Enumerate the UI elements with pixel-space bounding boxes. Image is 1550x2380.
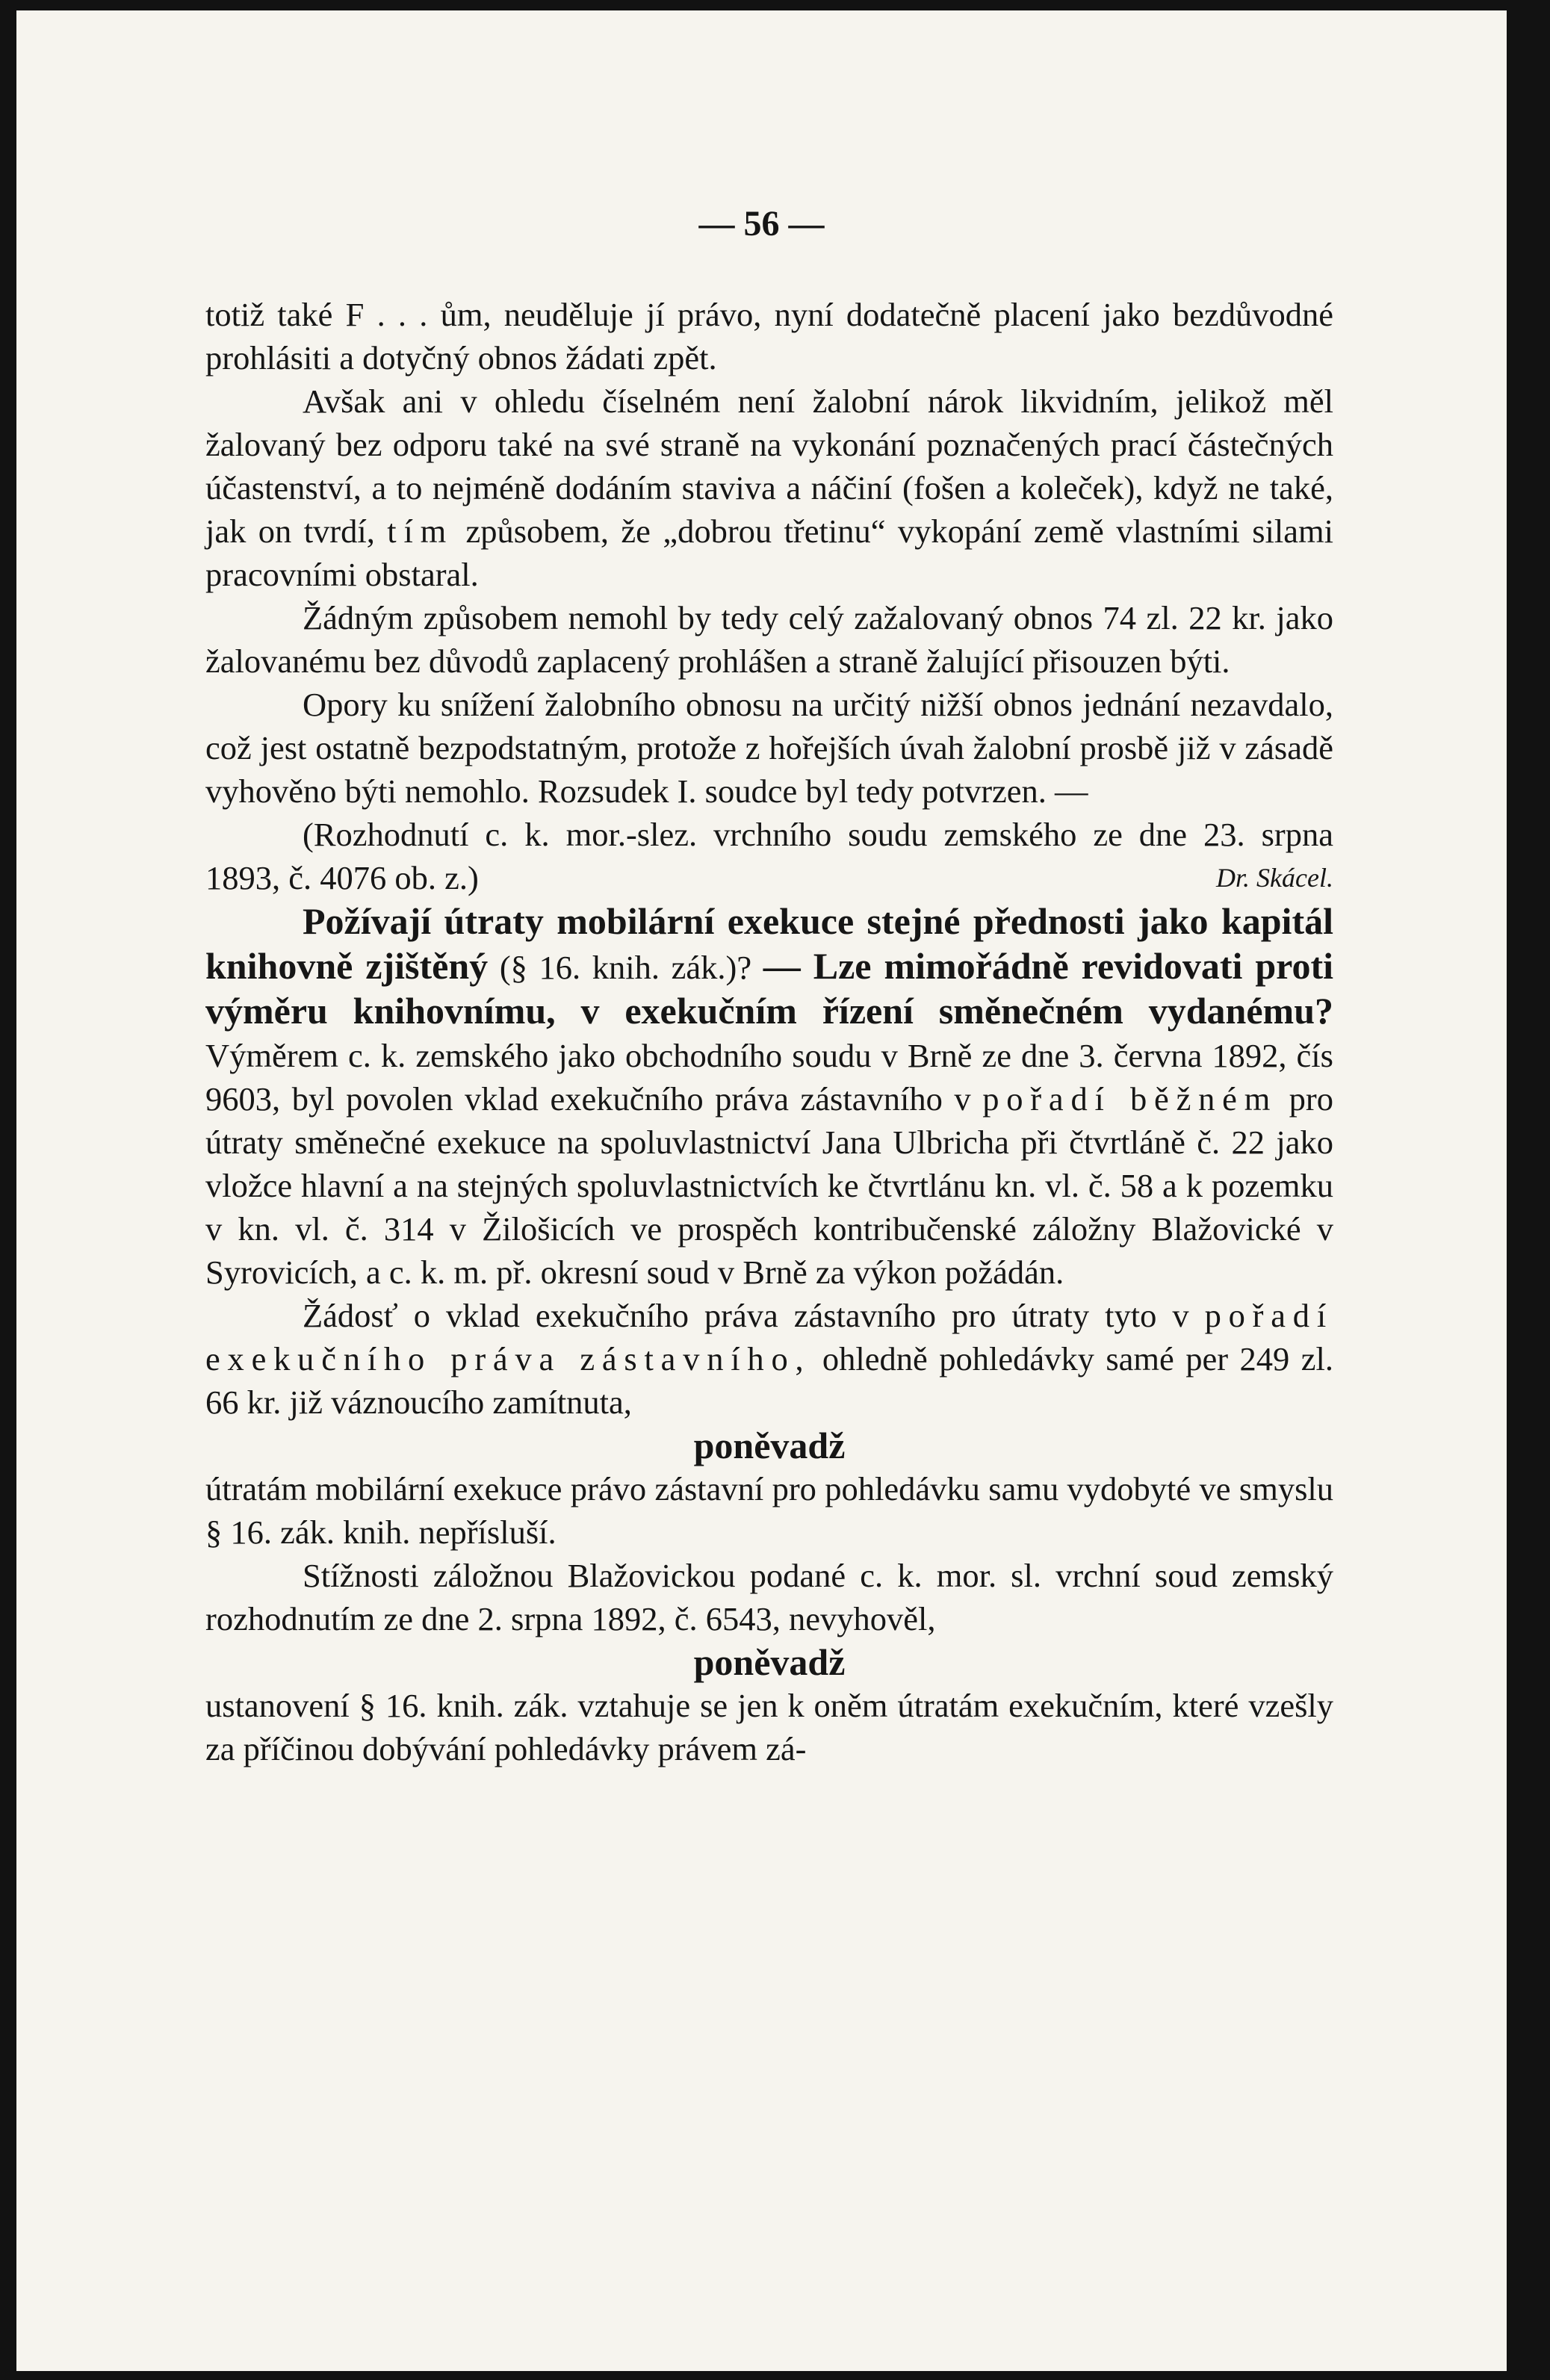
section-heading-part-1: Požívají útraty mobilární exekuce stejné přednosti jako kapitál knihovně zjištěný: [205, 900, 1333, 987]
paragraph-7-text: Žádosť o vklad exekučního práva zástavního pro útraty tyto v: [303, 1297, 1189, 1334]
ponevadz-heading-2: poněvadž: [693, 1641, 846, 1683]
paragraph-7-end: ohledně pohledávky samé per 249 zl. 66 kr. již váznoucího zamítnuta,: [205, 1340, 1334, 1421]
paragraph-1: totiž také F . . . ům, neuděluje jí právo, nyní dodatečně placení jako bezdůvodné prohlásiti a dotyčný obnos žádati zpět.: [205, 296, 1333, 376]
paragraph-9: Stížnosti záložnou Blažovickou podané c. k. mor. sl. vrchní soud zemský rozhodnutím ze dne 2. srpna 1892, č. 6543, nevyhověl,: [205, 1557, 1333, 1637]
paragraph-7-spaced: pořadí exekučního práva zástavního,: [205, 1297, 1333, 1378]
paragraph-6-end: pro útraty směnečné exekuce na spoluvlastnictví Jana Ulbricha při čtvrtláně č. 22 jako vložce hlavní a na stejných spoluvlastnictvích ke čtvrtlánu kn. vl. č. 58 a k pozemku v kn. vl. č. 314 v Žilošicích ve prospěch kontribučenské záložny Blažovické v Syrovicích, a c. k. m. př. okresní soud v Brně za výkon požádán.: [205, 1080, 1333, 1291]
ponevadz-heading-1: poněvadž: [693, 1425, 846, 1466]
paragraph-3: Žádným způsobem nemohl by tedy celý zažalovaný obnos 74 zl. 22 kr. jako žalovanému bez důvodů zaplacený prohlášen a straně žalující přisouzen býti.: [205, 599, 1333, 680]
paragraph-7: [205, 1294, 1333, 1424]
author-signature: Dr. Skácel.: [1216, 863, 1333, 893]
page-text: [205, 293, 1333, 1770]
scanned-page: [16, 10, 1507, 2371]
section-heading-reference: (§ 16. knih. zák.)?: [499, 949, 752, 986]
paragraph-6-text: Výměrem c. k. zemského jako obchodního soudu v Brně ze dne 3. června 1892, čís 9603, byl povolen vklad exekučního práva zástavního v: [205, 1037, 1333, 1118]
paragraph-2-end: způsobem, že „dobrou třetinu“ vykopání země vlastními silami pracovními obstaral.: [205, 512, 1334, 593]
paragraph-8: útratám mobilární exekuce právo zástavní pro pohledávku samu vydobyté ve smyslu § 16. zák. knih. nepřísluší.: [205, 1470, 1333, 1551]
paragraph-10: ustanovení § 16. knih. zák. vztahuje se jen k oněm útratám exekučním, které vzešly za příčinou dobývání pohledávky právem zá-: [205, 1687, 1333, 1767]
section-heading-part-2: — Lze mimořádně revidovati proti výměru knihovnímu, v exekučním řízení směnečném vydanému?: [205, 945, 1334, 1032]
page-number: — 56 —: [698, 204, 825, 244]
paragraph-2-spaced: tím: [387, 512, 454, 550]
paragraph-2: [205, 379, 1333, 596]
paragraph-5: [205, 813, 1333, 899]
section-heading-paragraph: [205, 899, 1333, 1294]
paragraph-2-text: Avšak ani v ohledu číselném není žalobní nárok likvidním, jelikož měl žalovaný bez odporu také na své straně na vykonání poznačených prací částečných účastenství, a to nejméně dodáním staviva a náčiní (fošen a koleček), když ne také, jak on tvrdí,: [205, 382, 1333, 550]
paragraph-6-spaced: pořadí běžném: [982, 1080, 1278, 1118]
decision-citation: (Rozhodnutí c. k. mor.-slez. vrchního soudu zemského ze dne 23. srpna 1893, č. 4076 ob. z.): [205, 816, 1333, 896]
paragraph-4: Opory ku snížení žalobního obnosu na určitý nižší obnos jednání nezavdalo, což jest ostatně bezpodstatným, protože z hořejších úvah žalobní prosbě již v zásadě vyhověno býti nemohlo. Rozsudek I. soudce byl tedy potvrzen. —: [205, 686, 1333, 810]
